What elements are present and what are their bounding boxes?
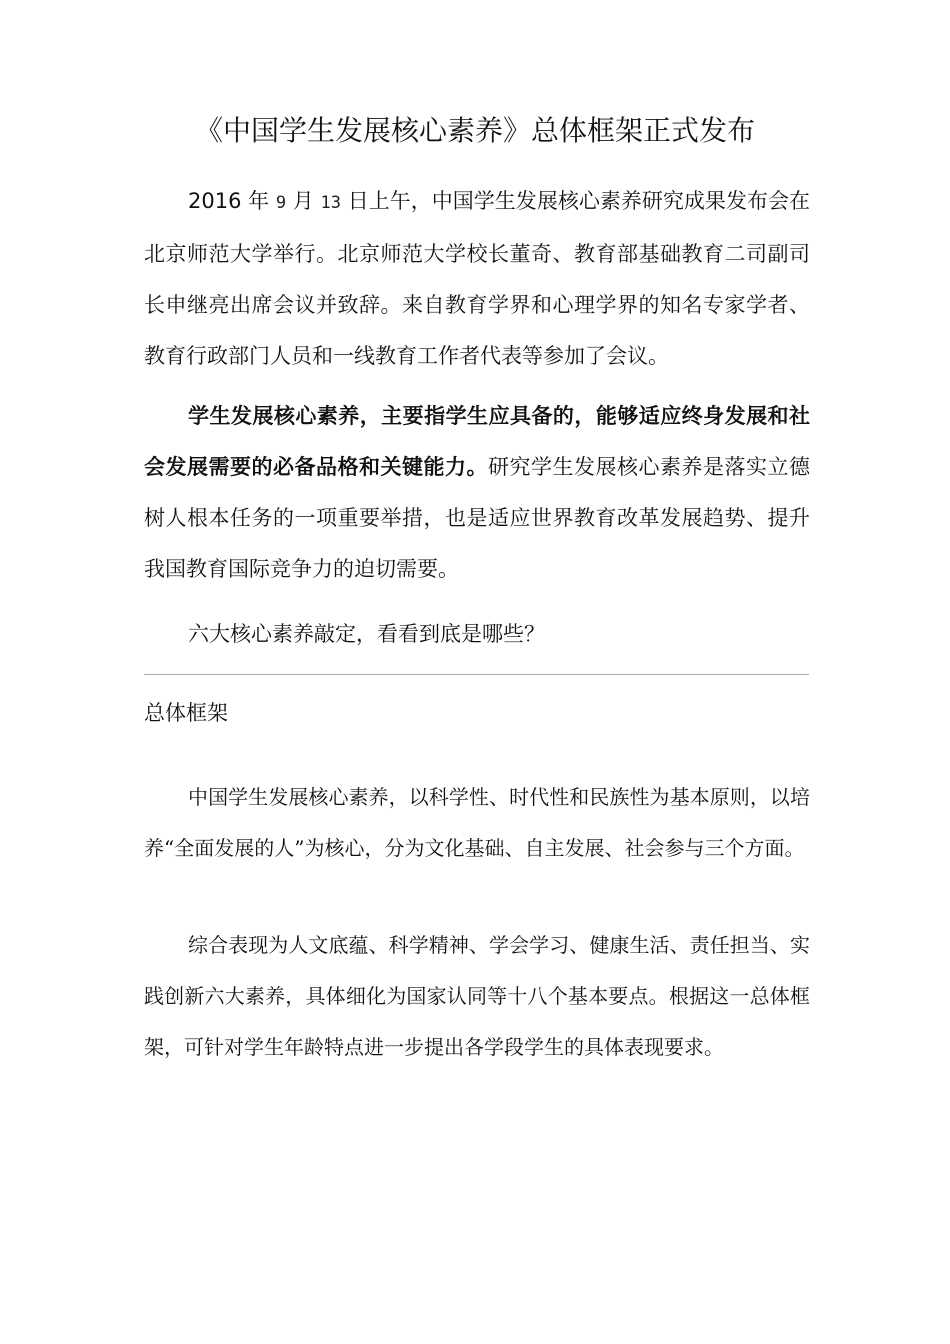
definition-normal: 研究学生发展核心素养是落实立德树人根本任务的一项重要举措，也是适应世界教育改革发展趋势、提升我国教育国际竞争力的迫切需要。 <box>144 455 810 581</box>
intro-rest: 日上午，中国学生发展核心素养研究成果发布会在北京师范大学举行。北京师范大学校长董奇、教育部基础教育二司副司长申继亮出席会议并致辞。来自教育学界和心理学界的知名专家学者、教育行政部门人员和一线教育工作者代表等参加了会议。 <box>144 189 810 368</box>
section-paragraph-1: 中国学生发展核心素养，以科学性、时代性和民族性为基本原则，以培养“全面发展的人”为核心，分为文化基础、自主发展、社会参与三个方面。 <box>144 785 810 860</box>
definition-bold: 学生发展核心素养，主要指学生应具备的，能够适应终身发展和社会发展需要的必备品格和关键能力。 <box>144 404 810 479</box>
teaser-line: 六大核心素养敲定，看看到底是哪些？ <box>188 622 545 646</box>
section-paragraph-2: 综合表现为人文底蕴、科学精神、学会学习、健康生活、责任担当、实践创新六大素养，具体细化为国家认同等十八个基本要点。根据这一总体框架，可针对学生年龄特点进一步提出各学段学生的具体表现要求。 <box>144 933 810 1059</box>
section-divider <box>144 674 809 675</box>
intro-paragraph <box>144 176 810 382</box>
intro-day: 13 <box>320 193 341 213</box>
page-title: 《中国学生发展核心素养》总体框架正式发布 <box>194 114 755 147</box>
intro-year-unit: 年 <box>241 189 276 213</box>
intro-year: 2016 <box>188 189 242 213</box>
intro-month-unit: 月 <box>286 189 321 213</box>
section-heading: 总体框架 <box>144 701 228 725</box>
definition-paragraph <box>144 391 810 595</box>
intro-month: 9 <box>275 193 287 213</box>
